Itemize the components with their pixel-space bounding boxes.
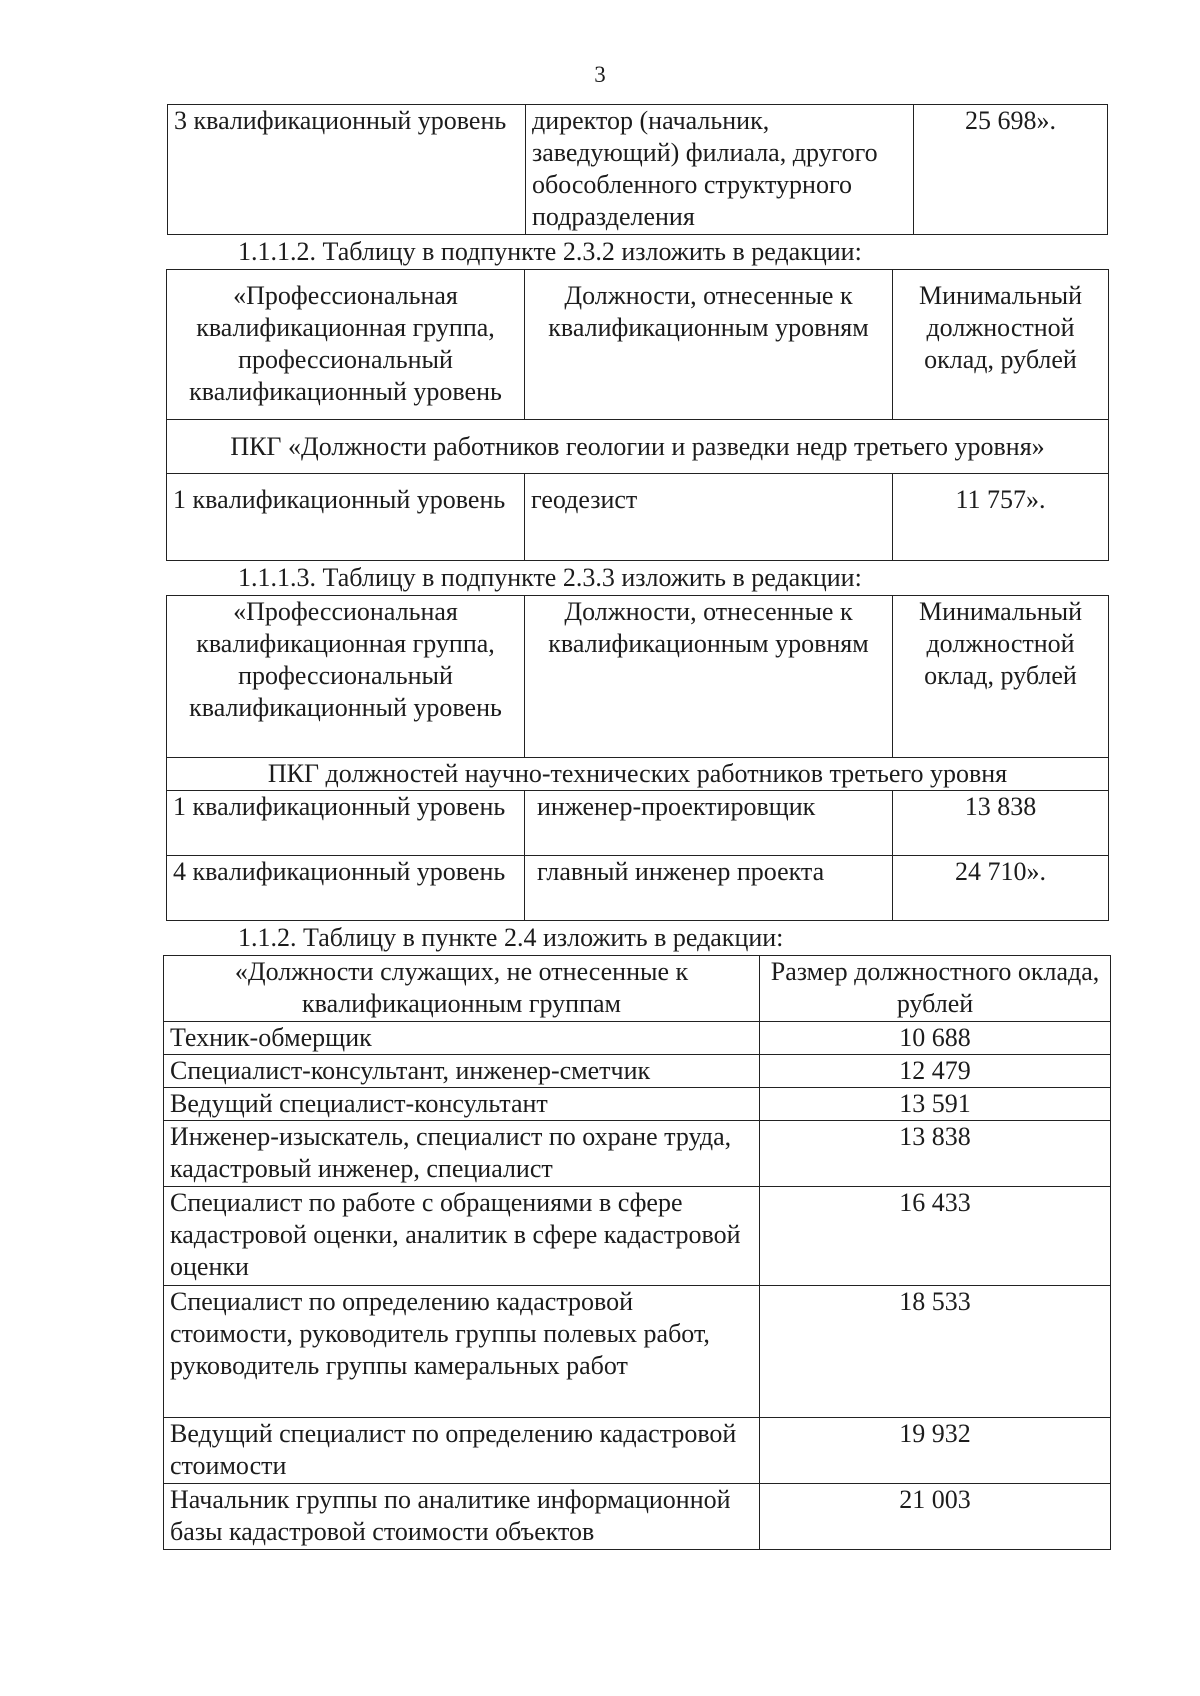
table-header-row xyxy=(167,596,1109,758)
salary-cell: 18 533 xyxy=(760,1286,1111,1418)
paragraph-1-1-1-3: 1.1.1.3. Таблицу в подпункте 2.3.3 изложить в редакции: xyxy=(238,563,862,592)
positions-cell: главный инженер проекта xyxy=(525,856,893,921)
salary-cell: 19 932 xyxy=(760,1418,1111,1484)
group-title: ПКГ «Должности работников геологии и разведки недр третьего уровня» xyxy=(167,420,1109,474)
qualification-level-cell: 1 квалификационный уровень xyxy=(167,791,525,856)
position-cell: Начальник группы по аналитике информационной базы кадастровой стоимости объектов xyxy=(164,1484,760,1550)
table-row xyxy=(164,1286,1111,1418)
table-header-row xyxy=(167,270,1109,420)
page-number: 3 xyxy=(594,62,606,87)
salary-cell: 13 838 xyxy=(760,1121,1111,1187)
table-row xyxy=(164,1187,1111,1286)
salary-cell: 13 838 xyxy=(893,791,1109,856)
position-cell: Специалист-консультант, инженер-сметчик xyxy=(164,1055,760,1088)
table-row xyxy=(164,1418,1111,1484)
positions-cell: директор (начальник, заведующий) филиала, другого обособленного структурного подразделения xyxy=(526,105,914,235)
table-row xyxy=(164,1484,1111,1550)
qualification-level-cell: 1 квалификационный уровень xyxy=(167,474,525,561)
position-cell: Специалист по определению кадастровой стоимости, руководитель группы полевых работ, руководитель группы камеральных работ xyxy=(164,1286,760,1418)
position-cell: Инженер-изыскатель, специалист по охране труда, кадастровый инженер, специалист xyxy=(164,1121,760,1187)
qualification-level-cell: 4 квалификационный уровень xyxy=(167,856,525,921)
table-2-3-3 xyxy=(166,595,1109,921)
header-salary: Размер должностного оклада, рублей xyxy=(760,956,1111,1022)
table-row xyxy=(167,791,1109,856)
salary-cell: 21 003 xyxy=(760,1484,1111,1550)
table-row xyxy=(168,105,1108,235)
salary-cell: 10 688 xyxy=(760,1022,1111,1055)
header-positions: «Должности служащих, не отнесенные к квалификационным группам xyxy=(164,956,760,1022)
header-positions: Должности, отнесенные к квалификационным уровням xyxy=(525,596,893,758)
position-cell: Ведущий специалист-консультант xyxy=(164,1088,760,1121)
position-cell: Специалист по работе с обращениями в сфере кадастровой оценки, аналитик в сфере кадастровой оценки xyxy=(164,1187,760,1286)
group-row xyxy=(167,758,1109,791)
salary-cell: 25 698». xyxy=(914,105,1108,235)
table-row xyxy=(164,1022,1111,1055)
paragraph-1-1-1-2: 1.1.1.2. Таблицу в подпункте 2.3.2 изложить в редакции: xyxy=(238,237,862,266)
group-row xyxy=(167,420,1109,474)
salary-cell: 12 479 xyxy=(760,1055,1111,1088)
salary-cell: 11 757». xyxy=(893,474,1109,561)
header-min-salary: Минимальный должностной оклад, рублей xyxy=(893,596,1109,758)
paragraph-1-1-2: 1.1.2. Таблицу в пункте 2.4 изложить в редакции: xyxy=(238,923,784,952)
table-continuation xyxy=(167,104,1108,235)
table-2-4 xyxy=(163,955,1111,1550)
position-cell: Техник-обмерщик xyxy=(164,1022,760,1055)
table-row xyxy=(164,1088,1111,1121)
table-row xyxy=(167,856,1109,921)
header-group-level: «Профессиональная квалификационная группа, профессиональный квалификационный уровень xyxy=(167,270,525,420)
header-min-salary: Минимальный должностной оклад, рублей xyxy=(893,270,1109,420)
table-row xyxy=(164,1055,1111,1088)
positions-cell: геодезист xyxy=(525,474,893,561)
table-header-row xyxy=(164,956,1111,1022)
qualification-level-cell: 3 квалификационный уровень xyxy=(168,105,526,235)
positions-cell: инженер-проектировщик xyxy=(525,791,893,856)
group-title: ПКГ должностей научно-технических работников третьего уровня xyxy=(167,758,1109,791)
salary-cell: 24 710». xyxy=(893,856,1109,921)
header-positions: Должности, отнесенные к квалификационным уровням xyxy=(525,270,893,420)
table-row xyxy=(164,1121,1111,1187)
salary-cell: 16 433 xyxy=(760,1187,1111,1286)
position-cell: Ведущий специалист по определению кадастровой стоимости xyxy=(164,1418,760,1484)
table-2-3-2 xyxy=(166,269,1109,561)
header-group-level: «Профессиональная квалификационная группа, профессиональный квалификационный уровень xyxy=(167,596,525,758)
table-row xyxy=(167,474,1109,561)
salary-cell: 13 591 xyxy=(760,1088,1111,1121)
